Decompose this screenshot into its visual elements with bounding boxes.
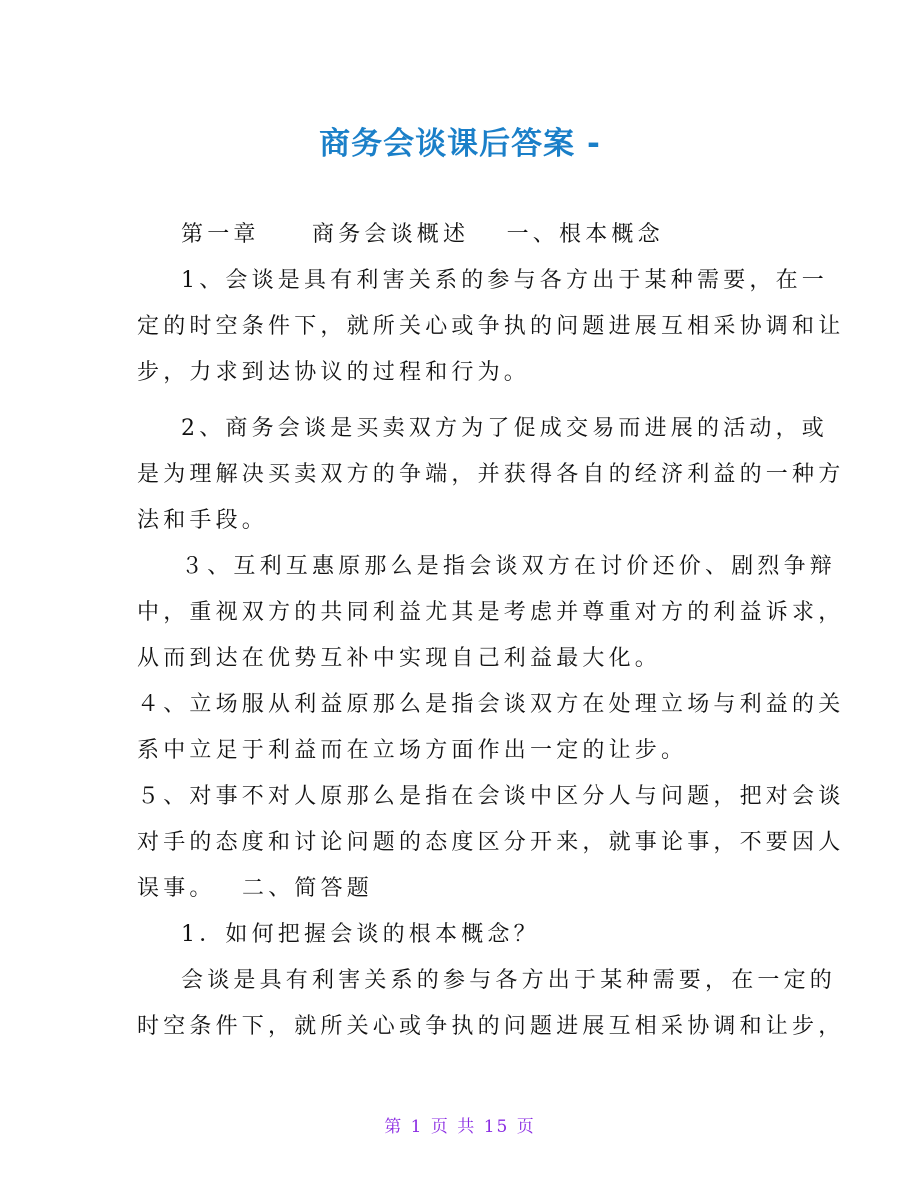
text-line: ４、立场服从利益原那么是指会谈双方在处理立场与利益的关	[137, 692, 845, 717]
text-line: ３、互利互惠原那么是指会谈双方在讨价还价、剧烈争辩	[181, 554, 837, 579]
text-line: 1、会谈是具有利害关系的参与各方出于某种需要，在一	[181, 268, 828, 293]
text-line: 会谈是具有利害关系的参与各方出于某种需要，在一定的	[181, 968, 837, 993]
text-line: 误事。 二、简答题	[137, 876, 373, 901]
document-title: 商务会谈课后答案 -	[319, 126, 601, 162]
text-line: ５、对事不对人原那么是指在会谈中区分人与问题，把对会谈	[137, 784, 845, 809]
text-line: 步，力求到达协议的过程和行为。	[137, 360, 531, 385]
text-line: 法和手段。	[137, 508, 269, 533]
text-line: 系中立足于利益而在立场方面作出一定的让步。	[137, 738, 688, 763]
text-line: 1．如何把握会谈的根本概念？	[181, 922, 540, 947]
text-line: 时空条件下，就所关心或争执的问题进展互相采协调和让步，	[137, 1014, 845, 1039]
text-line: 对手的态度和讨论问题的态度区分开来，就事论事，不要因人	[137, 830, 845, 855]
text-line: 是为理解决买卖双方的争端，并获得各自的经济利益的一种方	[137, 462, 845, 487]
page-number: 第 1 页 共 15 页	[384, 1117, 536, 1137]
text-line: 第一章 商务会谈概述 一、根本概念	[181, 222, 664, 247]
text-line: 中，重视双方的共同利益尤其是考虑并尊重对方的利益诉求，	[137, 600, 845, 625]
text-line: 2、商务会谈是买卖双方为了促成交易而进展的活动，或	[181, 416, 828, 441]
text-line: 定的时空条件下，就所关心或争执的问题进展互相采协调和让	[137, 314, 845, 339]
text-line: 从而到达在优势互补中实现自己利益最大化。	[137, 646, 662, 671]
